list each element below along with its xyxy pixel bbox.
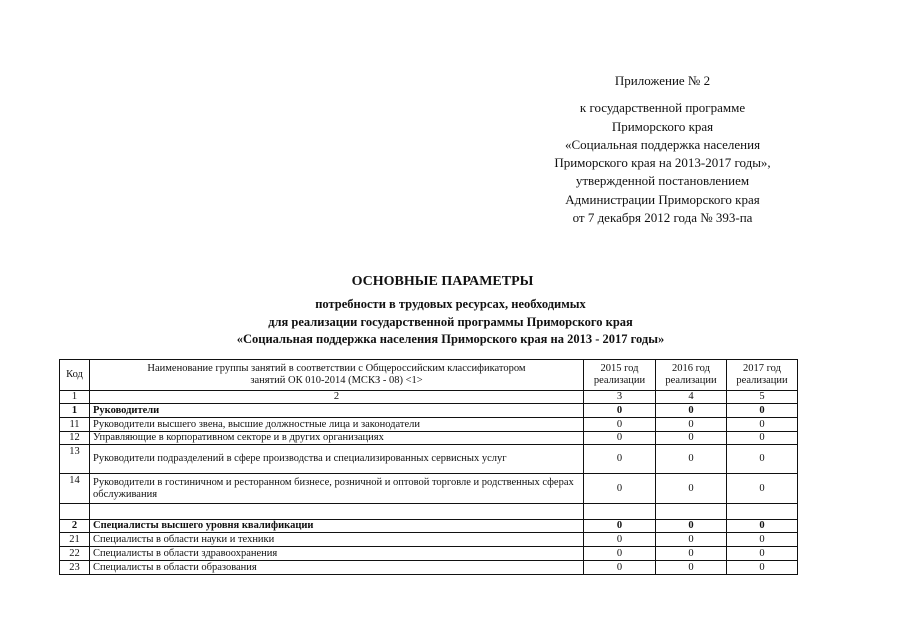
appendix-line: Приморского края	[611, 118, 714, 134]
document-subtitle-line: потребности в трудовых ресурсах, необходимых	[315, 297, 586, 311]
appendix-line: к государственной программе	[579, 100, 746, 116]
row-code: 21	[60, 533, 90, 547]
document-title: ОСНОВНЫЕ ПАРАМЕТРЫ	[351, 274, 534, 289]
row-name: Управляющие в корпоративном секторе и в других организациях	[90, 432, 584, 445]
row-value-2016: 0	[656, 561, 727, 575]
table-row	[60, 418, 798, 432]
table-header-row	[60, 360, 798, 391]
row-name: Специалисты в области здравоохранения	[90, 547, 584, 561]
header-2017	[727, 360, 798, 391]
document-subtitle-line: для реализации государственной программы Приморского края	[268, 314, 633, 329]
header-year-sublabel: реализации	[593, 375, 646, 386]
column-number: 3	[584, 391, 656, 404]
row-name: Руководители высшего звена, высшие должностные лица и законодатели	[90, 418, 584, 432]
header-name-line: занятий ОК 010-2014 (МСКЗ - 08) <1>	[250, 375, 423, 386]
row-value-2015: 0	[584, 547, 656, 561]
spacer-row	[60, 504, 798, 520]
row-value-2015	[584, 504, 656, 520]
row-value-2017: 0	[727, 404, 798, 418]
row-name	[90, 504, 584, 520]
header-year-sublabel: реализации	[665, 375, 717, 386]
row-code: 23	[60, 561, 90, 575]
row-name: Специалисты высшего уровня квалификации	[90, 520, 584, 533]
table-row	[60, 520, 798, 533]
table-row	[60, 474, 798, 504]
row-value-2015: 0	[584, 533, 656, 547]
row-value-2017	[727, 504, 798, 520]
table-row	[60, 533, 798, 547]
row-code: 11	[60, 418, 90, 432]
row-name: Руководители подразделений в сфере производства и специализированных сервисных услуг	[90, 445, 584, 474]
row-name: Специалисты в области науки и техники	[90, 533, 584, 547]
table-row	[60, 404, 798, 418]
row-value-2015: 0	[584, 520, 656, 533]
row-value-2015: 0	[584, 418, 656, 432]
document-title-block	[0, 272, 905, 349]
row-code: 1	[60, 404, 90, 418]
header-year-label: 2015 год	[600, 363, 639, 374]
parameters-table	[59, 359, 798, 575]
row-name: Специалисты в области образования	[90, 561, 584, 575]
row-code: 2	[60, 520, 90, 533]
header-year-label: 2017 год	[743, 363, 781, 374]
appendix-line: «Социальная поддержка населения	[564, 136, 761, 152]
row-value-2015: 0	[584, 474, 656, 504]
row-value-2016: 0	[656, 533, 727, 547]
row-code: 14	[60, 474, 90, 504]
row-name: Руководители	[90, 404, 584, 418]
row-code: 13	[60, 445, 90, 474]
row-value-2016: 0	[656, 432, 727, 445]
row-value-2016: 0	[656, 547, 727, 561]
column-number-row	[60, 391, 798, 404]
header-name-line: Наименование группы занятий в соответствии с Общероссийским классификатором	[147, 363, 526, 374]
appendix-line: от 7 декабря 2012 года № 393-па	[572, 210, 753, 226]
header-name	[90, 360, 584, 391]
header-code: Код	[60, 360, 90, 391]
row-code	[60, 504, 90, 520]
header-year-sublabel: реализации	[736, 375, 788, 386]
table-row	[60, 547, 798, 561]
header-2016	[656, 360, 727, 391]
table-row	[60, 561, 798, 575]
row-value-2016	[656, 504, 727, 520]
row-value-2017: 0	[727, 561, 798, 575]
row-value-2017: 0	[727, 418, 798, 432]
row-value-2015: 0	[584, 404, 656, 418]
table-row	[60, 445, 798, 474]
table-row	[60, 432, 798, 445]
row-value-2015: 0	[584, 432, 656, 445]
row-value-2017: 0	[727, 547, 798, 561]
appendix-line: Администрации Приморского края	[565, 191, 760, 207]
row-value-2016: 0	[656, 418, 727, 432]
appendix-header	[520, 72, 805, 227]
row-value-2017: 0	[727, 474, 798, 504]
header-2015	[584, 360, 656, 391]
row-value-2016: 0	[656, 404, 727, 418]
column-number: 2	[90, 391, 584, 404]
row-value-2017: 0	[727, 445, 798, 474]
column-number: 5	[727, 391, 798, 404]
row-code: 22	[60, 547, 90, 561]
row-code: 12	[60, 432, 90, 445]
row-value-2017: 0	[727, 520, 798, 533]
appendix-number: Приложение № 2	[614, 73, 711, 88]
row-value-2017: 0	[727, 432, 798, 445]
column-number: 1	[60, 391, 90, 404]
row-value-2016: 0	[656, 520, 727, 533]
row-value-2015: 0	[584, 445, 656, 474]
column-number: 4	[656, 391, 727, 404]
row-value-2015: 0	[584, 561, 656, 575]
row-name: Руководители в гостиничном и ресторанном бизнесе, розничной и оптовой торговле и родственных сферах обслуживания	[90, 474, 584, 504]
appendix-line: утвержденной постановлением	[575, 173, 750, 189]
appendix-line: Приморского края на 2013-2017 годы»,	[554, 155, 771, 171]
row-value-2016: 0	[656, 474, 727, 504]
document-subtitle-line: «Социальная поддержка населения Приморского края на 2013 - 2017 годы»	[236, 332, 665, 346]
header-year-label: 2016 год	[672, 363, 710, 374]
row-value-2016: 0	[656, 445, 727, 474]
row-value-2017: 0	[727, 533, 798, 547]
